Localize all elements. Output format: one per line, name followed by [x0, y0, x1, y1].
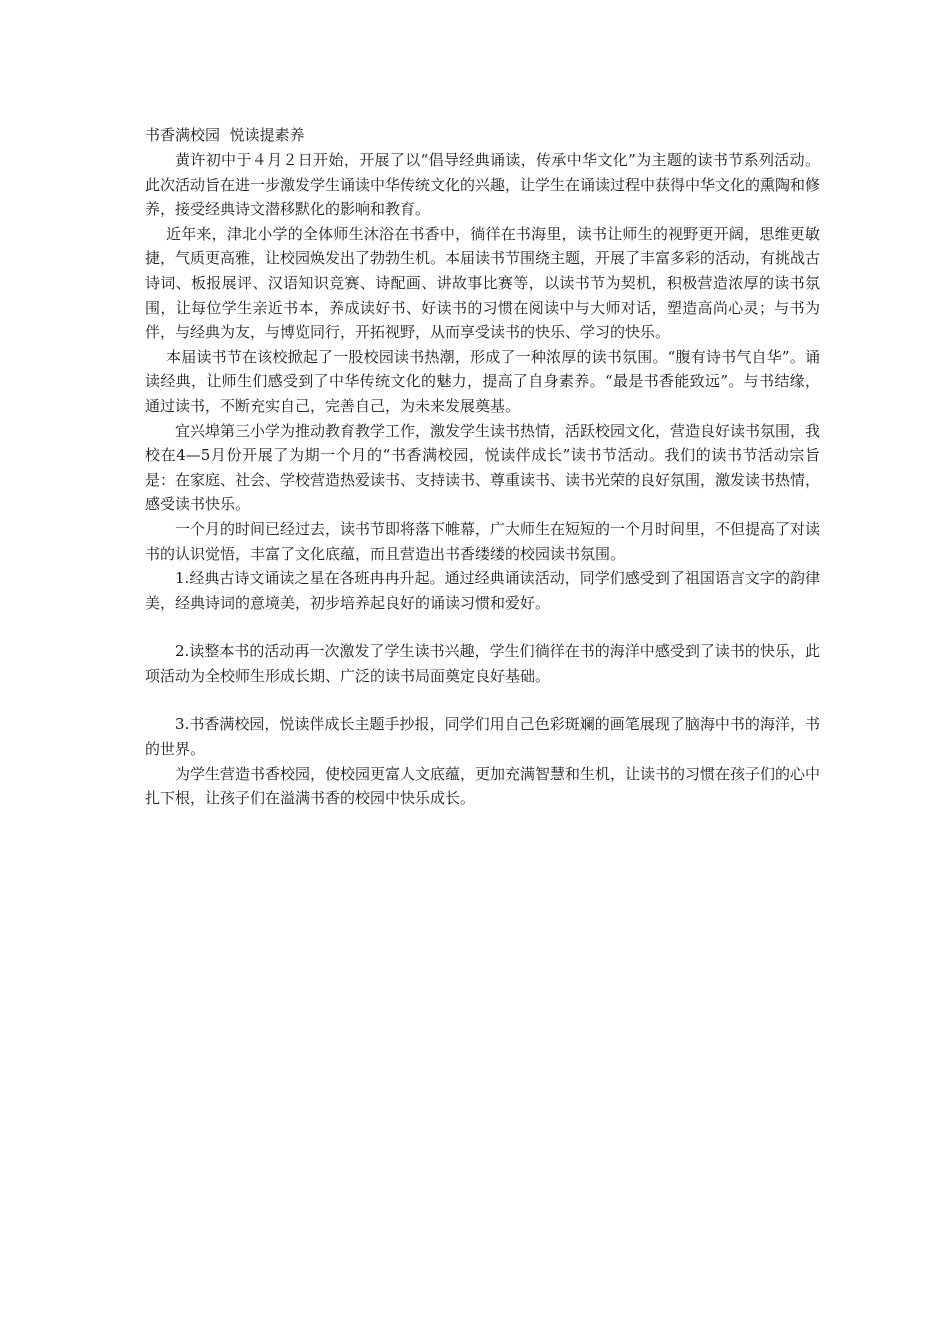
- blank-line: [145, 688, 820, 712]
- list-item-3: 3.书香满校园，悦读伴成长主题手抄报，同学们用自己色彩斑斓的画笔展现了脑海中书的海洋，书的世界。: [145, 715, 820, 759]
- document-title: 书香满校园 悦读提素养: [145, 126, 305, 144]
- document-page: [145, 122, 820, 811]
- paragraph-4: 宜兴埠第三小学为推动教育教学工作，激发学生读书热情，活跃校园文化，营造良好读书氛围，我校在4—5月份开展了为期一个月的“书香满校园，悦读伴成长”读书节活动。我们的读书节活动宗旨是：在家庭、社会、学校营造热爱读书、支持读书、尊重读书、读书光荣的良好氛围，激发读书热情，感受读书快乐。: [145, 421, 821, 514]
- paragraph-3: 本届读书节在该校掀起了一股校园读书热潮，形成了一种浓厚的读书氛围。“腹有诗书气自华”。诵读经典，让师生们感受到了中华传统文化的魅力，提高了自身素养。“最是书香能致远”。与书结缘，通过读书，不断充实自己，完善自己，为未来发展奠基。: [145, 347, 820, 415]
- list-item-2: 2.读整本书的活动再一次激发了学生读书兴趣，学生们徜徉在书的海洋中感受到了读书的快乐，此项活动为全校师生形成长期、广泛的读书局面奠定良好基础。: [145, 642, 820, 685]
- paragraph-1: 黄许初中于４月２日开始，开展了以“倡导经典诵读，传承中华文化”为主题的读书节系列活动。此次活动旨在进一步激发学生诵读中华传统文化的兴趣，让学生在诵读过程中获得中华文化的熏陶和修养，接受经典诗文潜移默化的影响和教育。: [145, 151, 821, 219]
- blank-line: [145, 615, 820, 639]
- paragraph-2: 近年来，津北小学的全体师生沐浴在书香中，徜徉在书海里，读书让师生的视野更开阔，思维更敏捷，气质更高雅，让校园焕发出了勃勃生机。本届读书节围绕主题，开展了丰富多彩的活动，有挑战古诗词、板报展评、汉语知识竞赛、诗配画、讲故事比赛等，以读书节为契机，积极营造浓厚的读书氛围，让每位学生亲近书本，养成读好书、好读书的习惯在阅读中与大师对话，塑造高尚心灵；与书为伴，与经典为友，与博览同行，开拓视野，从而享受读书的快乐、学习的快乐。: [145, 224, 821, 342]
- closing-paragraph: 为学生营造书香校园，使校园更富人文底蕴，更加充满智慧和生机，让读书的习惯在孩子们的心中扎下根，让孩子们在溢满书香的校园中快乐成长。: [145, 764, 821, 808]
- paragraph-5: 一个月的时间已经过去，读书节即将落下帷幕，广大师生在短短的一个月时间里，不但提高了对读书的认识觉悟，丰富了文化底蕴，而且营造出书香缕缕的校园读书氛围。: [145, 519, 821, 563]
- list-item-1: 1.经典古诗文诵读之星在各班冉冉升起。通过经典诵读活动，同学们感受到了祖国语言文字的韵律美，经典诗词的意境美，初步培养起良好的诵读习惯和爱好。: [145, 569, 820, 612]
